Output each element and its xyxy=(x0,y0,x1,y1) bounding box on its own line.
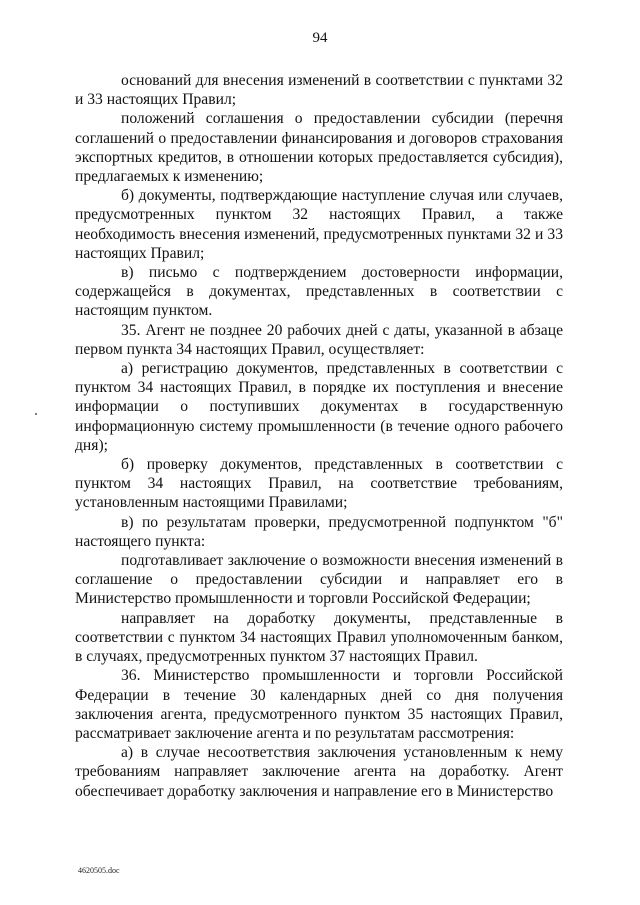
paragraph: а) в случае несоответствия заключения установленным к нему требованиям направляет заключение агента на доработку. Агент обеспечивает доработку заключения и направление его в Министерство xyxy=(75,744,563,800)
paragraph: б) проверку документов, представленных в соответствии с пунктом 34 настоящих Правил, на соответствие требованиям, установленным настоящими Правилами; xyxy=(75,456,563,512)
paragraph: в) по результатам проверки, предусмотренной подпунктом "б" настоящего пункта: xyxy=(75,513,563,550)
paragraph: подготавливает заключение о возможности внесения изменений в соглашение о предоставлении субсидии и направляет его в Министерство промышленности и торговли Российской Федерации; xyxy=(75,552,563,608)
scan-speck xyxy=(35,413,37,415)
page-number: 94 xyxy=(312,30,328,46)
paragraph: положений соглашения о предоставлении субсидии (перечня соглашений о предоставлении финансирования и договоров страхования экспортных кредитов, в отношении которых предоставляется субсидия), предлагаемых к изменению; xyxy=(75,110,563,186)
paragraph: оснований для внесения изменений в соответствии с пунктами 32 и 33 настоящих Правил; xyxy=(75,72,563,109)
paragraph: 36. Министерство промышленности и торговли Российской Федерации в течение 30 календарных дней со дня получения заключения агента, предусмотренного пунктом 35 настоящих Правил, рассматривает заключение агента и по результатам рассмотрения: xyxy=(75,667,563,742)
footer-doc-code: 4620505.doc xyxy=(78,866,120,875)
document-body xyxy=(75,71,563,801)
paragraph: в) письмо с подтверждением достоверности информации, содержащейся в документах, представленных в соответствии с настоящим пунктом. xyxy=(75,264,563,320)
paragraph: направляет на доработку документы, представленные в соответствии с пунктом 34 настоящих Правил уполномоченным банком, в случаях, предусмотренных пунктом 37 настоящих Правил. xyxy=(75,609,563,666)
paragraph: а) регистрацию документов, представленных в соответствии с пунктом 34 настоящих Правил, в порядке их поступления и внесение информации о поступивших документах в государственную информационную систему промышленности (в течение одного рабочего дня); xyxy=(75,360,563,454)
paragraph: 35. Агент не позднее 20 рабочих дней с даты, указанной в абзаце первом пункта 34 настоящих Правил, осуществляет: xyxy=(75,321,563,358)
paragraph: б) документы, подтверждающие наступление случая или случаев, предусмотренных пунктом 32 настоящих Правил, а также необходимость внесения изменений, предусмотренных пунктами 32 и 33 настоящих Правил; xyxy=(75,187,563,262)
